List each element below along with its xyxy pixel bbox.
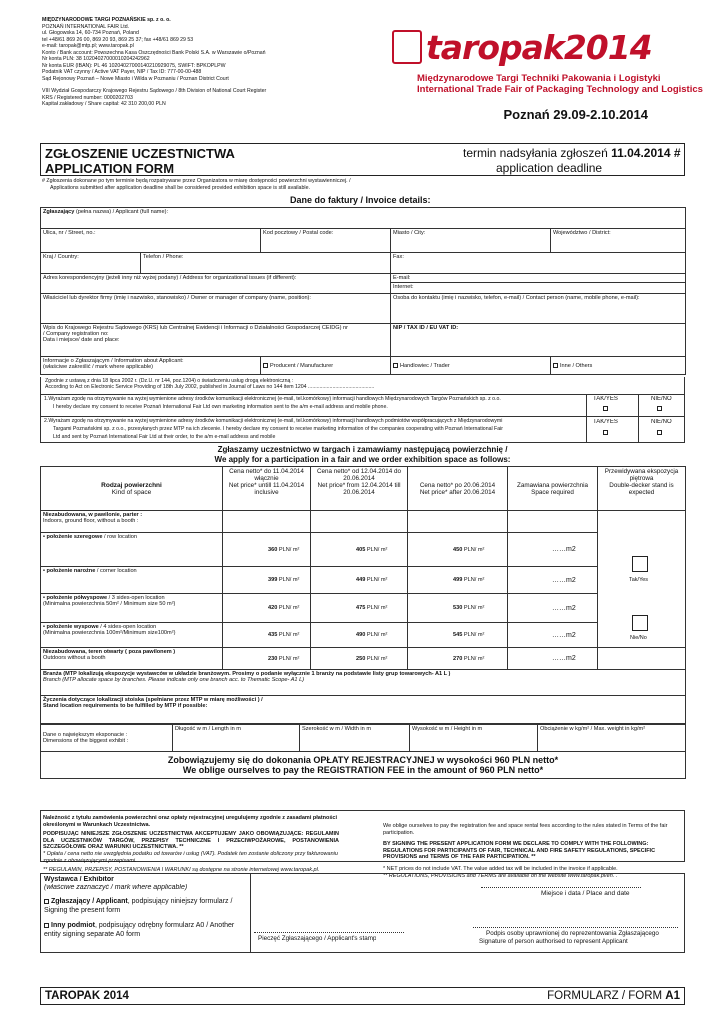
terms-en: We oblige ourselves to pay the registration fee and space rental fees according to the rules stated in Terms of the fair participation. BY SIGNING THE PRESENT APPLICATION FORM WE DECLARE TO COMPLY WITH THE FOLLOWING: REGULATIONS FOR PARTICIPANTS OF FAIR, TECHNICAL AND FIRE SAFETY REGULATIONS, SPECIFIC PROVISIONS and TERMS OF THE FAIR PARTICIPATION. ** * NET prices do not include VAT. The value added tax will be included in the invoice if applicable. ** REGULATIONS, PROVISIONS and TERMS are available on the website www.taropak.pl/en. .	[383, 823, 668, 879]
space-required-header: Zamawiana powierzchnia Space required	[508, 467, 598, 511]
others-checkbox[interactable]	[553, 363, 558, 368]
registration-fee: Zobowiązujemy się do dokonania OPŁATY REJESTRACYJNEJ w wysokości 960 PLN netto* We oblige ourselves to pay the REGISTRATION FEE in the amount of 960 PLN netto*	[41, 752, 686, 779]
place-date-label: Miejsce i data / Place and date	[541, 890, 630, 897]
space-input[interactable]: ……m2	[508, 623, 598, 648]
footer	[40, 987, 685, 1005]
corr-address-field[interactable]: Adres korespondencyjny (jeżeli inny niż wyżej podany) / Address for organizational issues (if different):	[41, 274, 391, 294]
branch-field[interactable]: Branża (MTP lokalizują ekspozycje wystawców w układzie branżowym. Prosimy o podanie wyłącznie 1 branży na podstawie listy grup towarowych- A1 L ) Branch (MTP allocate space by branches. Please indicate only one branch acc. to Thematic Scope- A1 L)	[41, 670, 686, 696]
table-row: • położenie szeregowe / row location 360 PLN/ m² 405 PLN/ m² 450 PLN/ m² ……m2	[41, 533, 686, 567]
deadline: termin nadsyłania zgłoszeń 11.04.2014 #	[463, 146, 681, 160]
applicant-field[interactable]: Zgłaszający (pełna nazwa) / Applicant (full name):	[41, 208, 686, 229]
owner-field[interactable]: Właściciel lub dyrektor firmy (imię i nazwisko, stanowisko) / Owner or manager of company (name, position):	[41, 294, 391, 324]
trader-checkbox[interactable]	[393, 363, 398, 368]
consent-2: 2.Wyrażam zgodę na otrzymywanie na wyżej wymienione adresy środków komunikacji elektronicznej (e-mail, tel.komórkowy) informacji handlowych podmiotów współpracujących z Międzynarodowymi Targami Poznańskimi sp. z o.o., przesyłanych przez MTP na ich zlecenie. I hereby declare my consent to receive marketing information of the companies cooperating with Poznań International Fair Ltd and sent by Poznań International Fair Ltd at their order, to the a/m e-mail address and mobile TAK/YES NIE/NO	[40, 417, 685, 443]
phone-field[interactable]: Telefon / Phone:	[141, 253, 391, 274]
street-field[interactable]: Ulica, nr / Street, no.:	[41, 229, 261, 253]
fair-dates: Poznań 29.09-2.10.2014	[503, 107, 648, 122]
table-row: • położenie narożne / corner location 399 PLN/ m² 449 PLN/ m² 499 PLN/ m² ……m2	[41, 567, 686, 594]
postcode-field[interactable]: Kod pocztowy / Postal code:	[261, 229, 391, 253]
consent2-no-checkbox[interactable]	[657, 430, 662, 435]
organizer-info	[42, 17, 382, 108]
organizer-pln: Nr konta PLN: 38 10204027000010204242962	[42, 56, 150, 62]
city-field[interactable]: Miasto / City:	[391, 229, 551, 253]
title-box	[40, 143, 685, 176]
deadline-en: application deadline	[496, 161, 603, 175]
producer-checkbox[interactable]	[263, 363, 268, 368]
fax-field[interactable]: Fax:	[391, 253, 686, 274]
contact-field[interactable]: Osoba do kontaktu (imię i nazwisko, telefon, e-mail) / Contact person (name, mobile phone, e-mail):	[391, 294, 686, 324]
krs-field[interactable]: Wpis do Krajowego Rejestru Sądowego (KRS) lub Centralnej Ewidencji i Informacji o Działalności Gospodarczej CEIDG) nr / Company registration no: Data i miejsce/ date and place:	[41, 324, 391, 357]
footer-right: FORMULARZ / FORM A1	[547, 990, 680, 1002]
consent1-yes-checkbox[interactable]	[603, 406, 608, 411]
applicant-checkbox[interactable]	[44, 899, 49, 904]
space-input[interactable]: ……m2	[508, 567, 598, 594]
option-applicant[interactable]: Zgłaszający / Applicant, podpisujący niniejszy formularz / Signing the present form	[44, 898, 233, 914]
organizer-street: ul. Głogowska 14, 60-734 Poznań, Poland	[42, 30, 139, 36]
signature-label-en: Signature of person authorised to represent Applicant	[479, 938, 628, 945]
late-note: # Zgłoszenia dokonane po tym terminie będą rozpatrywane przez Organizatora w miarę dostępności powierzchni wystawienniczej. /	[42, 178, 351, 184]
country-field[interactable]: Kraj / Country:	[41, 253, 141, 274]
exhibit-length[interactable]: Długość w m / Length in m	[173, 725, 300, 752]
consent1-no-checkbox[interactable]	[657, 406, 662, 411]
exhibitor-label: Wystawca / Exhibitor	[44, 876, 114, 883]
table-row: Niezabudowana, teren otwarty ( poza pawilonem ) Outdoors without a booth 230 PLN/ m² 250 PLN/ m² 270 PLN/ m² ……m2	[41, 648, 686, 670]
other-entity-checkbox[interactable]	[44, 923, 49, 928]
footer-left: TAROPAK 2014	[45, 990, 129, 1002]
exhibit-width[interactable]: Szerokość w m / Width in m	[300, 725, 410, 752]
organizer-eur: Nr konta EUR (IBAN): PL 46 10204027000140210929075, SWIFT: BPKOPLPW	[42, 62, 226, 69]
organizer-capital: Kapitał zakładowy / Share capital: 42 310 200,00 PLN	[42, 101, 166, 107]
logo-wordmark: taropak2014	[426, 28, 652, 67]
email-field[interactable]: E-mail:	[391, 274, 685, 283]
consent2-yes-checkbox[interactable]	[603, 430, 608, 435]
location-field[interactable]: Życzenia dotyczące lokalizacji stoiska (spełniane przez MTP w miarę możliwości ) / Stand location requirements to be fulfilled by MTP if possible:	[41, 696, 686, 724]
others-option[interactable]: Inne / Others	[551, 357, 686, 375]
law-note: Zgodnie z ustawą z dnia 18 lipca 2002 r. (Dz.U. nr 144, poz.1204) o świadczeniu usług drogą elektroniczną : According to Act on Electronic Service Providing of 18th July 2002, published in Journal of Laws no 144 item 1204 ..............................................	[40, 377, 685, 395]
price2-header: Cena netto* od 12.04.2014 do 20.06.2014 Net price* from 12.04.2014 till 20.06.2014	[311, 467, 408, 511]
terms-pl: Należność z tytułu zamówienia powierzchni oraz opłaty rejestracyjnej uregulujemy zgodnie z zasadami płatności określonymi w Warunkach Uczestnictwa. PODPISUJĄC NINIEJSZE ZGŁOSZENIE UCZESTNICTWA AKCEPTUJEMY JAKO OBOWIĄZUJĄCE: REGULAMIN DLA UCZESTNIKÓW TARGÓW, PRZEPISY TECHNICZNE I PRZECIWPOŻAROWE, POSTANOWIENIA SZCZEGÓŁOWE ORAZ WARUNKI UCZESTNICTWA. ** * Opłata / cena netto nie uwzględnia podatku od towarów i usług (VAT). Podatek ten zostanie doliczony przy fakturowaniu zgodnie z obowiązującymi przepisami. ** REGULAMIN, PRZEPISY, POSTANOWIENIA I WARUNKI są dostępne na stronie internetowej www.taropak.pl.	[43, 815, 339, 874]
organizer-email: e-mail: taropak@mtp.pl; www.taropak.pl	[42, 43, 134, 49]
stamp-label: Pieczęć Zgłaszającego / Applicant's stamp	[258, 935, 377, 942]
space-table	[40, 466, 685, 779]
email-internet-cell	[391, 274, 686, 294]
province-field[interactable]: Województwo / District:	[551, 229, 686, 253]
title-en: APPLICATION FORM	[45, 161, 175, 176]
producer-option[interactable]: Producent / Manufacturer	[261, 357, 391, 375]
organizer-division: VIII Wydział Gospodarczy Krajowego Rejestru Sądowego / 8th Division of National Court Register	[42, 88, 267, 94]
double-decker-cell: Tak/Yes Nie/No	[598, 511, 686, 648]
logo-subtitle-en: International Trade Fair of Packaging Technology and Logistics	[417, 84, 703, 95]
price3-header: Cena netto* po 20.06.2014 Net price* after 20.06.2014	[408, 467, 508, 511]
exhibit-label: Dane o największym eksponacie : Dimensions of the biggest exhibit :	[41, 725, 173, 752]
invoice-form	[40, 207, 685, 375]
table-row: • położenie wyspowe / 4 sides-open location (Minimalna powierzchnia 100m²/Minimum size100m²) 435 PLN/ m² 490 PLN/ m² 545 PLN/ m² ……m2	[41, 623, 686, 648]
trader-option[interactable]: Handlowiec / Trader	[391, 357, 551, 375]
organizer-name: MIĘDZYNARODOWE TARGI POZNAŃSKIE sp. z o. o.	[42, 17, 171, 23]
space-input[interactable]: ……m2	[508, 533, 598, 567]
logo-mark-icon	[392, 30, 422, 64]
invoice-heading: Dane do faktury / Invoice details:	[290, 195, 431, 205]
internet-field[interactable]: Internet:	[393, 284, 414, 290]
applicant-info: Informacje o Zgłaszającym / Information about Applicant: (właściwe zakreślić / mark where applicable)	[41, 357, 261, 375]
price1-header: Cena netto* do 11.04.2014 włącznie Net price* untill 11.04.2014 inclusive	[223, 467, 311, 511]
title-pl: ZGŁOSZENIE UCZESTNICTWA	[45, 146, 235, 161]
consent-1: 1.Wyrażam zgodę na otrzymywanie na wyżej wymienione adresy środków komunikacji elektronicznej (e-mail, tel.komórkowy) informacji handlowych Międzynarodowych Targów Poznańskich sp. z o.o. I hereby declare my consent to receive Poznań International Fair Ltd own marketing information sent to the a/m e-mail address and mobile phone. TAK/YES NIE/NO	[40, 395, 685, 417]
space-heading: Zgłaszamy uczestnictwo w targach i zamawiamy następującą powierzchnię / We apply for a participation in a fair and we order exhibition space as follows:	[214, 445, 511, 464]
organizer-vat: Podatnik VAT czynny / Active VAT Payer, NIP / Tax ID: 777-00-00-488	[42, 69, 202, 75]
exhibit-weight[interactable]: Obciążenie w kg/m² / Max. weight in kg/m²	[538, 725, 686, 752]
indoor-label: Niezabudowana, w pawilonie, parter : Indoors, ground floor, without a booth :	[41, 511, 223, 533]
exhibitor-mark: (właściwe zaznaczyć / mark where applicable)	[44, 884, 188, 891]
signature-label: Podpis osoby uprawnionej do reprezentowania Zgłaszającego	[486, 930, 659, 937]
exhibit-height[interactable]: Wysokość w m / Height in m	[410, 725, 538, 752]
organizer-bank: Konto / Bank account: Powszechna Kasa Oszczędności Bank Polski S.A. w Warszawie o/Poznań	[42, 49, 266, 56]
option-other[interactable]: Inny podmiot, podpisujący odrębny formularz A0 / Another entity signing separate A0 form	[44, 922, 235, 938]
organizer-court: Sąd Rejonowy Poznań – Nowe Miasto i Wilda w Poznaniu / Poznan District Court	[42, 75, 229, 82]
organizer-tel: tel +48/61 869 26 00, 869 20 93, 869 25 37; fax +48/61 869 29 53	[42, 36, 194, 43]
table-row: • położenie półwyspowe / 3 sides-open location (Minimalna powierzchnia 50m² / Minimum size 50 m²) 420 PLN/ m² 475 PLN/ m² 530 PLN/ m² ……m2	[41, 594, 686, 623]
organizer-name-en: POZNAŃ INTERNATIONAL FAIR Ltd.	[42, 23, 130, 30]
double-decker-header: Przewidywana ekspozycja piętrowa Double-decker stand is expected	[598, 467, 686, 511]
space-input[interactable]: ……m2	[508, 594, 598, 623]
double-decker-no-checkbox[interactable]	[632, 615, 648, 631]
kind-header: Rodzaj powierzchni Kind of space	[41, 467, 223, 511]
double-decker-yes-checkbox[interactable]	[632, 556, 648, 572]
logo-subtitle-pl: Międzynarodowe Targi Techniki Pakowania i Logistyki	[417, 73, 661, 84]
nip-field[interactable]: NIP / TAX ID / EU VAT ID:	[391, 324, 686, 357]
signature-box	[40, 873, 685, 953]
late-note-en: Applications submitted after application deadline shall be considered provided exhibition space is still available.	[50, 185, 310, 191]
organizer-krs: KRS / Registered number: 0000202703	[42, 94, 133, 101]
taropak-logo	[392, 28, 703, 106]
space-input[interactable]: ……m2	[508, 648, 598, 670]
